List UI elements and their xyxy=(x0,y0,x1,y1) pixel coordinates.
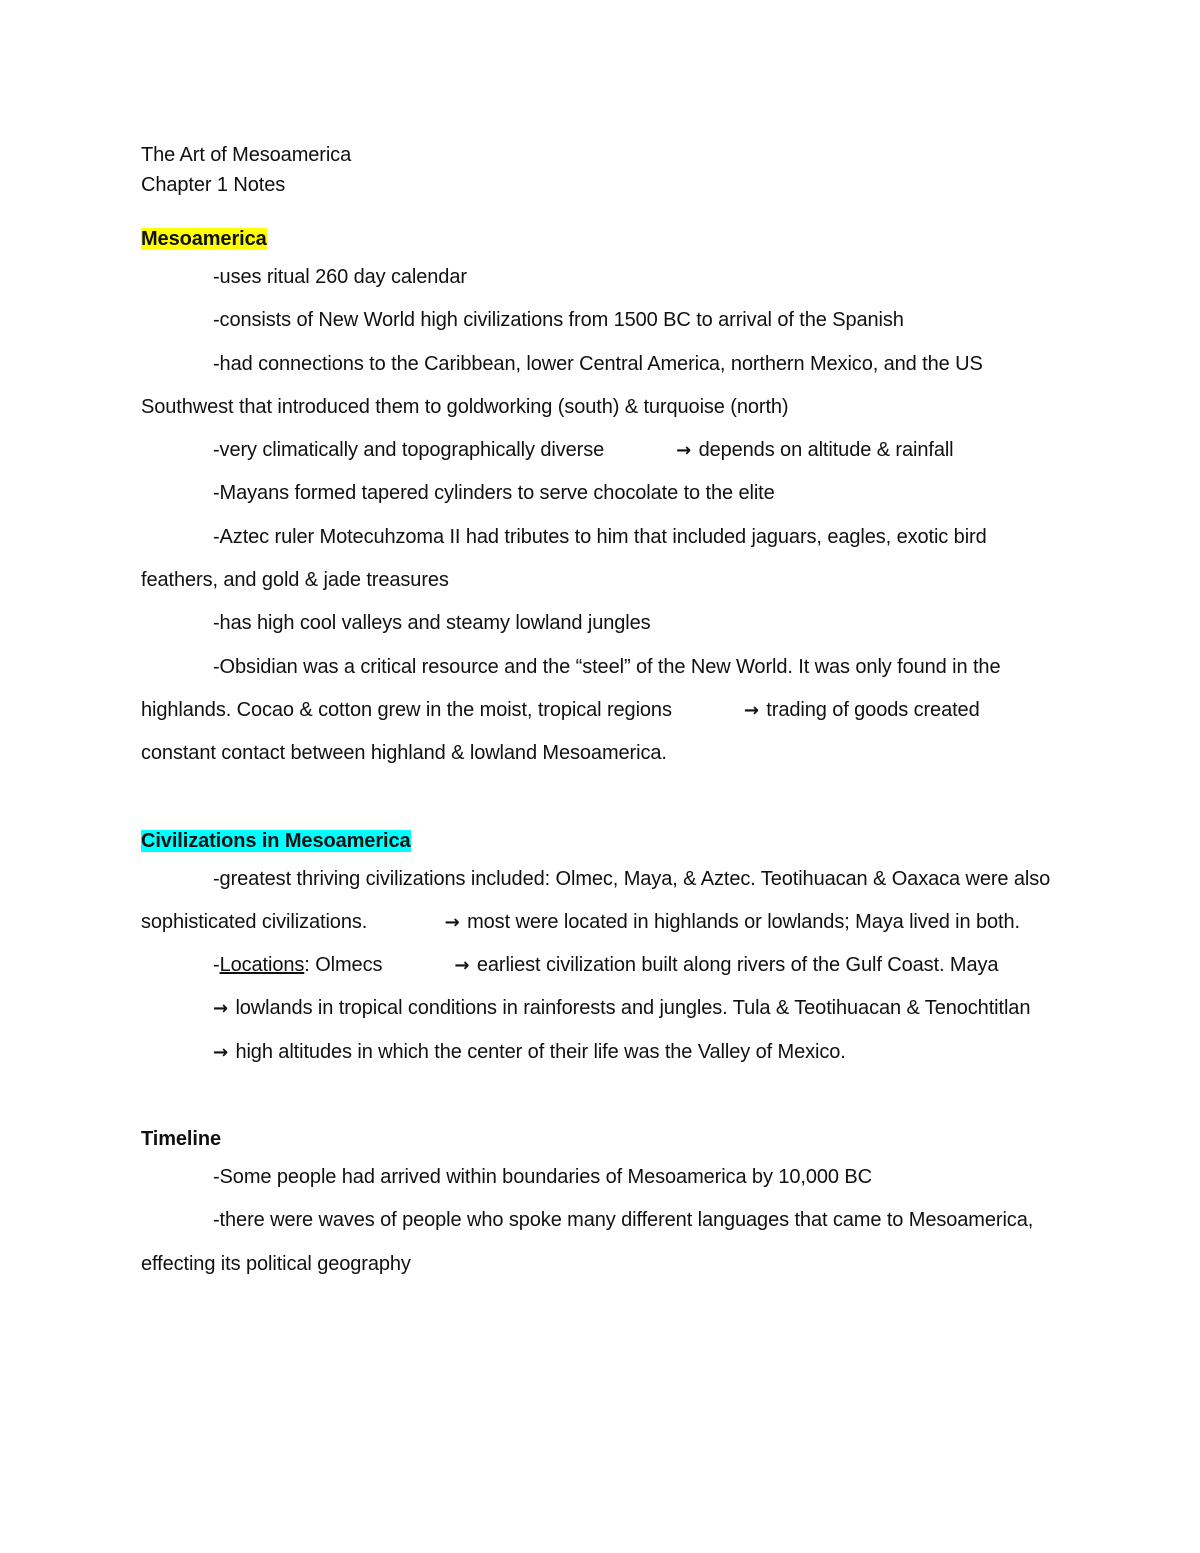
note-text: high altitudes in which the center of their life was the Valley of Mexico. xyxy=(229,1040,846,1063)
section-heading xyxy=(141,224,1056,254)
note-text: most were located in highlands or lowlands; Maya lived in both. xyxy=(461,910,1020,933)
note-line: -Aztec ruler Motecuhzoma II had tributes to him that included jaguars, eagles, exotic bird feathers, and gold & jade treasures xyxy=(141,525,987,592)
arrow-right-icon: → xyxy=(213,1041,228,1063)
note-text: trading of goods created constant contact between highland & lowland Mesoamerica. xyxy=(141,698,980,765)
arrow-right-icon: → xyxy=(454,955,470,977)
section-civilizations xyxy=(141,826,1056,1074)
note-line xyxy=(141,944,1056,1074)
section-heading xyxy=(141,1124,1056,1154)
arrow-right-icon: → xyxy=(676,440,692,462)
note-line: -had connections to the Caribbean, lower Central America, northern Mexico, and the US Southwest that introduced them to goldworking (south) & turquoise (north) xyxy=(141,352,983,418)
note-line xyxy=(141,646,1056,776)
arrow-right-icon: → xyxy=(743,699,759,721)
note-line: -there were waves of people who spoke many different languages that came to Mesoamerica, effecting its political geography xyxy=(141,1209,1034,1275)
section-timeline xyxy=(141,1124,1056,1286)
note-text: -very climatically and topographically diverse xyxy=(213,439,605,462)
note-line: -consists of New World high civilizations from 1500 BC to arrival of the Spanish xyxy=(213,309,904,332)
locations-label: Locations xyxy=(219,954,305,977)
document-subtitle: Chapter 1 Notes xyxy=(141,174,286,196)
heading-mesoamerica: Mesoamerica xyxy=(141,228,267,250)
note-line xyxy=(141,429,1056,472)
heading-civilizations: Civilizations in Mesoamerica xyxy=(141,829,411,852)
note-text: : Olmecs xyxy=(304,954,383,977)
note-line: -uses ritual 260 day calendar xyxy=(213,266,467,288)
note-text: lowlands in tropical conditions in rainforests and jungles. Tula & Teotihuacan & Tenochtitlan xyxy=(229,997,1031,1020)
arrow-right-icon: → xyxy=(213,998,228,1020)
heading-timeline: Timeline xyxy=(141,1128,221,1151)
note-line: -has high cool valleys and steamy lowland jungles xyxy=(213,612,651,635)
section-heading xyxy=(141,826,1056,856)
note-text: depends on altitude & rainfall xyxy=(693,439,954,462)
document-content xyxy=(141,140,1056,1286)
note-line: -Mayans formed tapered cylinders to serve chocolate to the elite xyxy=(213,482,775,505)
note-text: -greatest thriving civilizations included: Olmec, Maya, & Aztec. Teotihuacan & Oaxaca were also sophisticated civilizations. xyxy=(141,867,1051,933)
note-line xyxy=(141,858,1056,945)
note-text: earliest civilization built along rivers of the Gulf Coast. Maya xyxy=(471,954,999,977)
note-line: -Some people had arrived within boundaries of Mesoamerica by 10,000 BC xyxy=(213,1166,872,1189)
note-text: - xyxy=(213,954,220,977)
document-title: The Art of Mesoamerica xyxy=(141,144,352,166)
arrow-right-icon: → xyxy=(444,911,460,933)
note-text: -Obsidian was a critical resource and the “steel” of the New World. It was only found in the highlands. Cocao & cotton grew in the moist, tropical regions xyxy=(141,655,1001,721)
section-mesoamerica xyxy=(141,224,1056,776)
